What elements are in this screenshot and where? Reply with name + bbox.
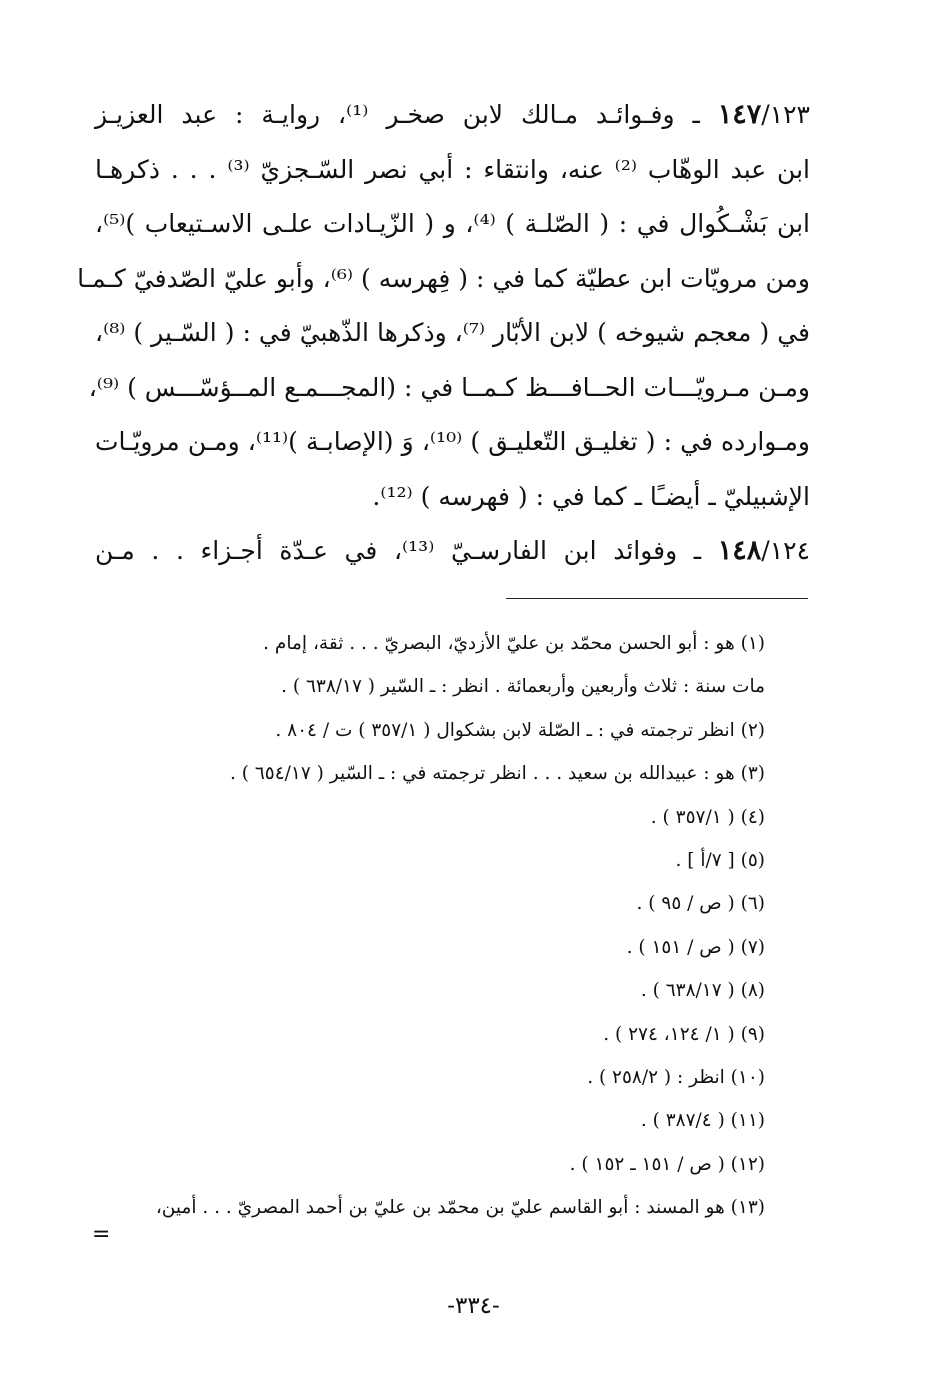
- footnote: (٧) ( ص / ١٥١ ) .: [626, 936, 765, 958]
- footnote: (١) هو : أبو الحسن محمّد بن عليّ الأزديّ، البصريّ . . . ثقة، إمام .: [263, 633, 765, 654]
- footnote: (٢) انظر ترجمته في : ـ الصّلة لابن بشكوال ( ٣٥٧/١ ) ت / ٨٠٤ .: [275, 719, 765, 741]
- footnote: (٨) ( ٦٣٨/١٧ ) .: [640, 980, 765, 1002]
- text-line: [95, 524, 810, 579]
- footnote: مات سنة : ثلاث وأربعين وأربعمائة . انظر : ـ السّير ( ٦٣٨/١٧ ) .: [281, 676, 765, 698]
- line-text: ابن عبد الوهّاب ⁽²⁾ عنه، وانتقاء : أبي نصر السّـجزيّ ⁽³⁾ . . . ذكرهـا: [95, 154, 810, 184]
- footnote: (٦) ( ص / ٩٥ ) .: [636, 893, 765, 915]
- main-text: [77, 88, 811, 579]
- text-line: [95, 470, 810, 525]
- footnote-separator: [506, 598, 808, 599]
- footnotes: [70, 622, 765, 1229]
- line-text: الإشبيليّ ـ أيضـًا ـ كما في : ( فهرسه ) ⁽¹²⁾.: [372, 481, 810, 511]
- text-line: [95, 415, 810, 470]
- line-text: /١٢٣ ـ وفـوائـد مـالك لابن صخـر ⁽¹⁾، روايـة : عبد العزيـز: [95, 100, 810, 129]
- text-line: [88, 361, 810, 416]
- footnote: (١١) ( ٣٨٧/٤ ) .: [640, 1110, 765, 1132]
- text-line: [95, 306, 810, 361]
- entry-number: ١٤٨: [717, 535, 762, 566]
- continuation-mark: =: [92, 1222, 111, 1247]
- text-line: [95, 143, 810, 198]
- line-text: /١٢٤ ـ وفوائد ابن الفارسـيّ ⁽¹³⁾، في عـدّة أجـزاء . . مـن: [95, 536, 811, 565]
- footnote: (١٠) انظر : ( ٢٥٨/٢ ) .: [587, 1066, 765, 1088]
- footnote: (١٣) هو المسند : أبو القاسم عليّ بن محمّد بن عليّ بن أحمد المصريّ . . . أمين،: [155, 1197, 765, 1219]
- footnote: (١٢) ( ص / ١٥١ ـ ١٥٢ ) .: [569, 1153, 765, 1175]
- line-text: ابن بَشْـكُوال في : ( الصّلـة ) ⁽⁴⁾، و ( الزّيـادات علـى الاسـتيعاب )⁽⁵⁾،: [95, 209, 810, 238]
- text-line: [95, 197, 810, 252]
- footnote: (٣) هو : عبيدالله بن سعيد . . . انظر ترجمته في : ـ السّير ( ٦٥٤/١٧ ) .: [230, 763, 765, 785]
- text-line: [77, 252, 810, 307]
- entry-number: ١٤٧: [717, 99, 762, 130]
- footnote: (٤) ( ٣٥٧/١ ) .: [650, 806, 765, 828]
- footnote: (٥) [ ٧/أ ] .: [675, 849, 765, 871]
- text-line: [95, 88, 810, 143]
- line-text: ومن مرويّات ابن عطيّة كما في : ( فِهرسه ) ⁽⁶⁾، وأبو عليّ الصّدفيّ كـمـا: [77, 263, 810, 293]
- page-number: -٣٣٤-: [447, 1293, 500, 1319]
- line-text: ومـوارده في : ( تغليـق التّعليـق ) ⁽¹⁰⁾، وَ (الإصابـة )⁽¹¹⁾، ومـن مرويّـات: [95, 427, 810, 456]
- footnote: (٩) ( ١/ ١٢٤، ٢٧٤ ) .: [603, 1023, 765, 1045]
- line-text: ومـن مـرويّـــات الحــافـــظ كـمــا في : (المجـــمـع المــؤسّـــس ) ⁽⁹⁾،: [88, 372, 810, 402]
- line-text: في ( معجم شيوخه ) لابن الأبّار ⁽⁷⁾، وذكرها الذّهبيّ في : ( السّـير ) ⁽⁸⁾،: [95, 318, 810, 347]
